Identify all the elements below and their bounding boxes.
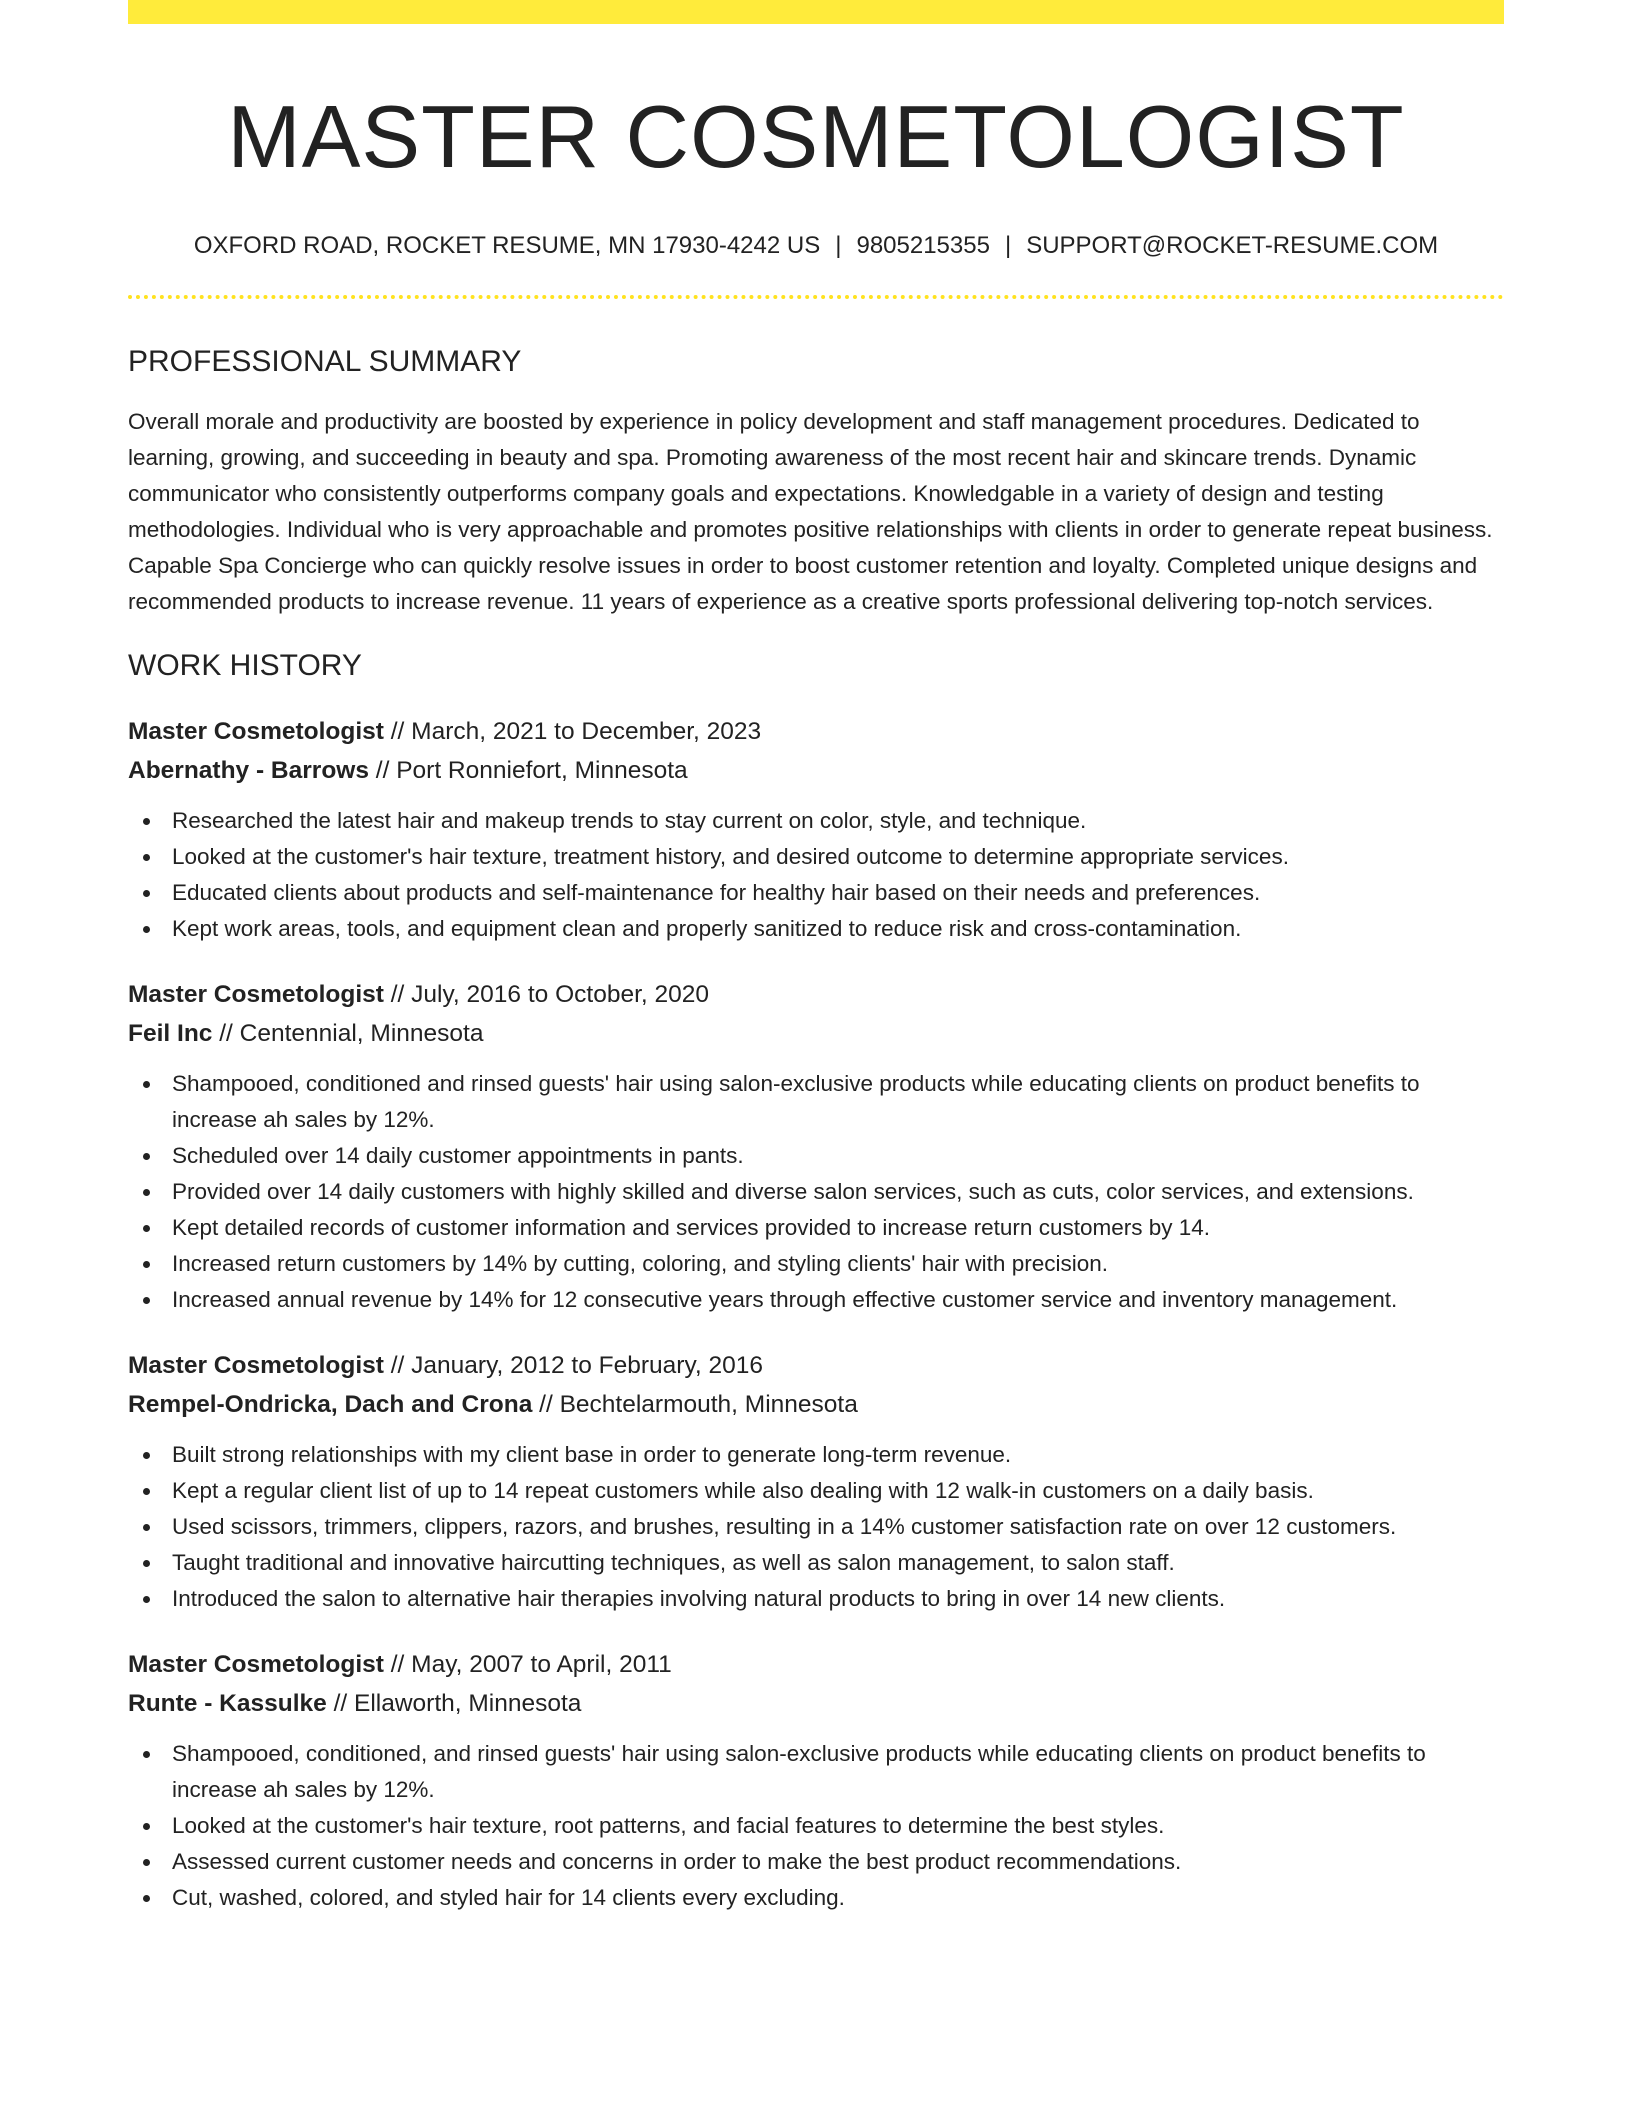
accent-bar [128,0,1504,24]
job-location: // Port Ronniefort, Minnesota [368,757,688,785]
summary-heading: PROFESSIONAL SUMMARY [128,345,522,379]
job-title-line [128,975,1504,1014]
job-title-line [128,712,1504,751]
job-bullet-list [128,1736,1504,1916]
job-bullet: Looked at the customer's hair texture, treatment history, and desired outcome to determine appropriate services. [128,839,1504,875]
job-title-line [128,1346,1504,1385]
job-title: Master Cosmetologist [128,981,384,1009]
job-bullet-list [128,1066,1504,1318]
job-entry [128,1645,1504,1916]
job-bullet: Shampooed, conditioned and rinsed guests' hair using salon-exclusive products while educating clients on product benefits to increase ah sales by 12%. [128,1066,1504,1138]
job-location: // Centennial, Minnesota [212,1020,484,1048]
job-bullet: Researched the latest hair and makeup trends to stay current on color, style, and technique. [128,803,1504,839]
contact-separator: | [1004,231,1012,259]
job-bullet: Taught traditional and innovative haircutting techniques, as well as salon management, to salon staff. [128,1545,1504,1581]
job-title-line [128,1645,1504,1684]
job-company: Abernathy - Barrows [128,757,369,785]
job-bullet: Increased annual revenue by 14% for 12 consecutive years through effective customer service and inventory management. [128,1282,1504,1318]
resume-title: MASTER COSMETOLOGIST [227,87,1405,186]
dotted-divider [128,295,1504,299]
job-title: Master Cosmetologist [128,1651,384,1679]
job-bullet-list [128,1437,1504,1617]
job-location: // Bechtelarmouth, Minnesota [532,1391,858,1419]
job-company-line [128,1684,1504,1723]
job-dates: // January, 2012 to February, 2016 [383,1352,764,1380]
job-location: // Ellaworth, Minnesota [326,1690,582,1718]
contact-email[interactable]: SUPPORT@ROCKET-RESUME.COM [1026,231,1439,259]
job-entry [128,975,1504,1318]
job-dates: // March, 2021 to December, 2023 [383,718,762,746]
job-bullet-list [128,803,1504,947]
job-dates: // May, 2007 to April, 2011 [383,1651,672,1679]
job-company: Rempel-Ondricka, Dach and Crona [128,1391,533,1419]
job-title: Master Cosmetologist [128,1352,384,1380]
job-company-line [128,1385,1504,1424]
job-bullet: Used scissors, trimmers, clippers, razors, and brushes, resulting in a 14% customer satisfaction rate on over 12 customers. [128,1509,1504,1545]
job-title: Master Cosmetologist [128,718,384,746]
work-history-heading: WORK HISTORY [128,649,362,683]
contact-line [128,232,1504,261]
job-entry [128,712,1504,947]
contact-address: OXFORD ROAD, ROCKET RESUME, MN 17930-4242 US [193,231,821,259]
job-bullet: Kept a regular client list of up to 14 repeat customers while also dealing with 12 walk-in customers on a daily basis. [128,1473,1504,1509]
job-bullet: Provided over 14 daily customers with highly skilled and diverse salon services, such as cuts, color services, and extensions. [128,1174,1504,1210]
job-bullet: Built strong relationships with my client base in order to generate long-term revenue. [128,1437,1504,1473]
job-company-line [128,1014,1504,1053]
job-bullet: Kept detailed records of customer information and services provided to increase return customers by 14. [128,1210,1504,1246]
resume-page [128,0,1504,1916]
job-bullet: Kept work areas, tools, and equipment clean and properly sanitized to reduce risk and cross-contamination. [128,911,1504,947]
job-bullet: Assessed current customer needs and concerns in order to make the best product recommendations. [128,1844,1504,1880]
job-bullet: Educated clients about products and self-maintenance for healthy hair based on their needs and preferences. [128,875,1504,911]
job-company-line [128,751,1504,790]
job-bullet: Shampooed, conditioned, and rinsed guests' hair using salon-exclusive products while educating clients on product benefits to increase ah sales by 12%. [128,1736,1504,1808]
job-company: Runte - Kassulke [128,1690,327,1718]
job-bullet: Increased return customers by 14% by cutting, coloring, and styling clients' hair with precision. [128,1246,1504,1282]
job-bullet: Cut, washed, colored, and styled hair for 14 clients every excluding. [128,1880,1504,1916]
job-bullet: Scheduled over 14 daily customer appointments in pants. [128,1138,1504,1174]
summary-text: Overall morale and productivity are boosted by experience in policy development and staff management procedures. Dedicated to learning, growing, and succeeding in beauty and spa. Promoting awareness of the most recent hair and skincare trends. Dynamic communicator who consistently outperforms company goals and expectations. Knowledgable in a variety of design and testing methodologies. Individual who is very approachable and promotes positive relationships with clients in order to generate repeat business. Capable Spa Concierge who can quickly resolve issues in order to boost customer retention and loyalty. Completed unique designs and recommended products to increase revenue. 11 years of experience as a creative sports professional delivering top-notch services. [128,409,1493,615]
contact-separator: | [835,231,842,259]
job-company: Feil Inc [128,1020,213,1048]
contact-phone: 9805215355 [856,231,990,259]
job-bullet: Introduced the salon to alternative hair therapies involving natural products to bring in over 14 new clients. [128,1581,1504,1617]
job-dates: // July, 2016 to October, 2020 [383,981,709,1009]
job-bullet: Looked at the customer's hair texture, root patterns, and facial features to determine the best styles. [128,1808,1504,1844]
job-entry [128,1346,1504,1617]
